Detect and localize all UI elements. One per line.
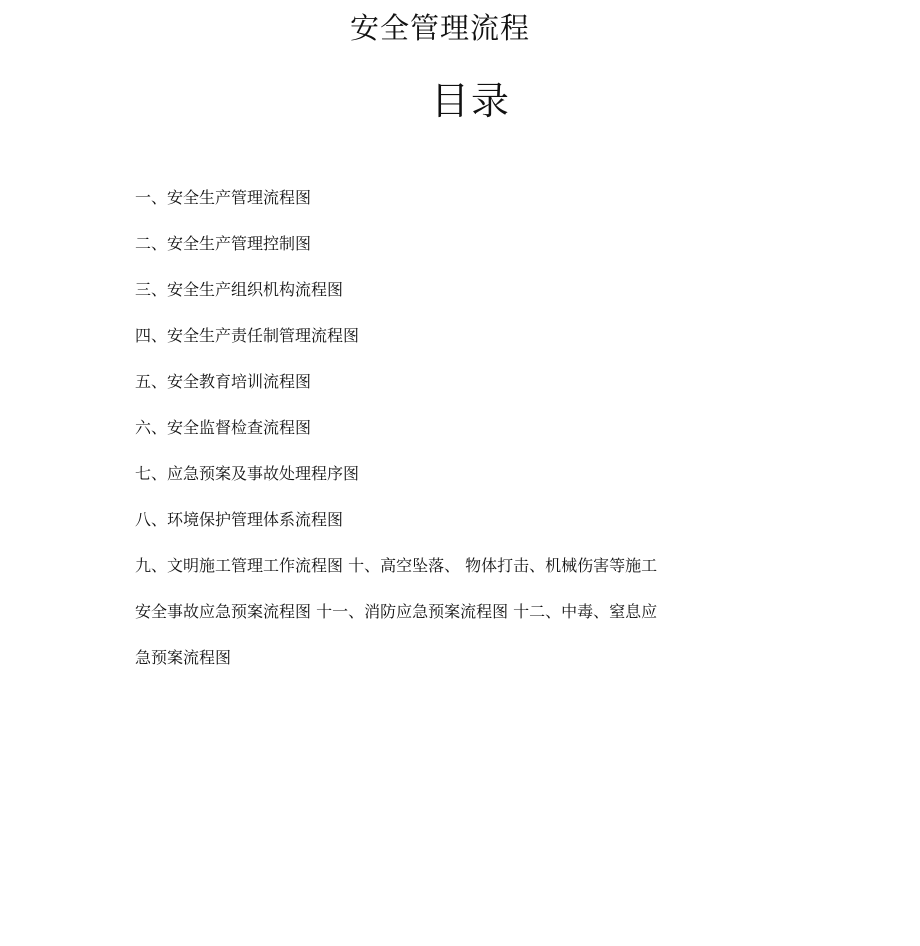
toc-item-3: 三、安全生产组织机构流程图 bbox=[135, 280, 344, 299]
toc-item-2: 二、安全生产管理控制图 bbox=[135, 234, 312, 253]
toc-item-7: 七、应急预案及事故处理程序图 bbox=[135, 464, 360, 483]
toc-item-1: 一、安全生产管理流程图 bbox=[135, 188, 312, 207]
toc-item-6: 六、安全监督检查流程图 bbox=[135, 418, 312, 437]
toc-item-8: 八、环境保护管理体系流程图 bbox=[135, 510, 344, 529]
document-title: 安全管理流程 bbox=[349, 11, 530, 45]
toc-item-5: 五、安全教育培训流程图 bbox=[135, 372, 312, 391]
toc-heading: 目录 bbox=[430, 79, 511, 123]
toc-list bbox=[135, 186, 675, 681]
toc-paragraph: 九、文明施工管理工作流程图 十、高空坠落、 物体打击、机械伤害等施工安全事故应急预案流程图 十一、消防应急预案流程图 十二、中毒、窒息应急预案流程图 bbox=[135, 556, 658, 667]
toc-item-4: 四、安全生产责任制管理流程图 bbox=[135, 326, 360, 345]
